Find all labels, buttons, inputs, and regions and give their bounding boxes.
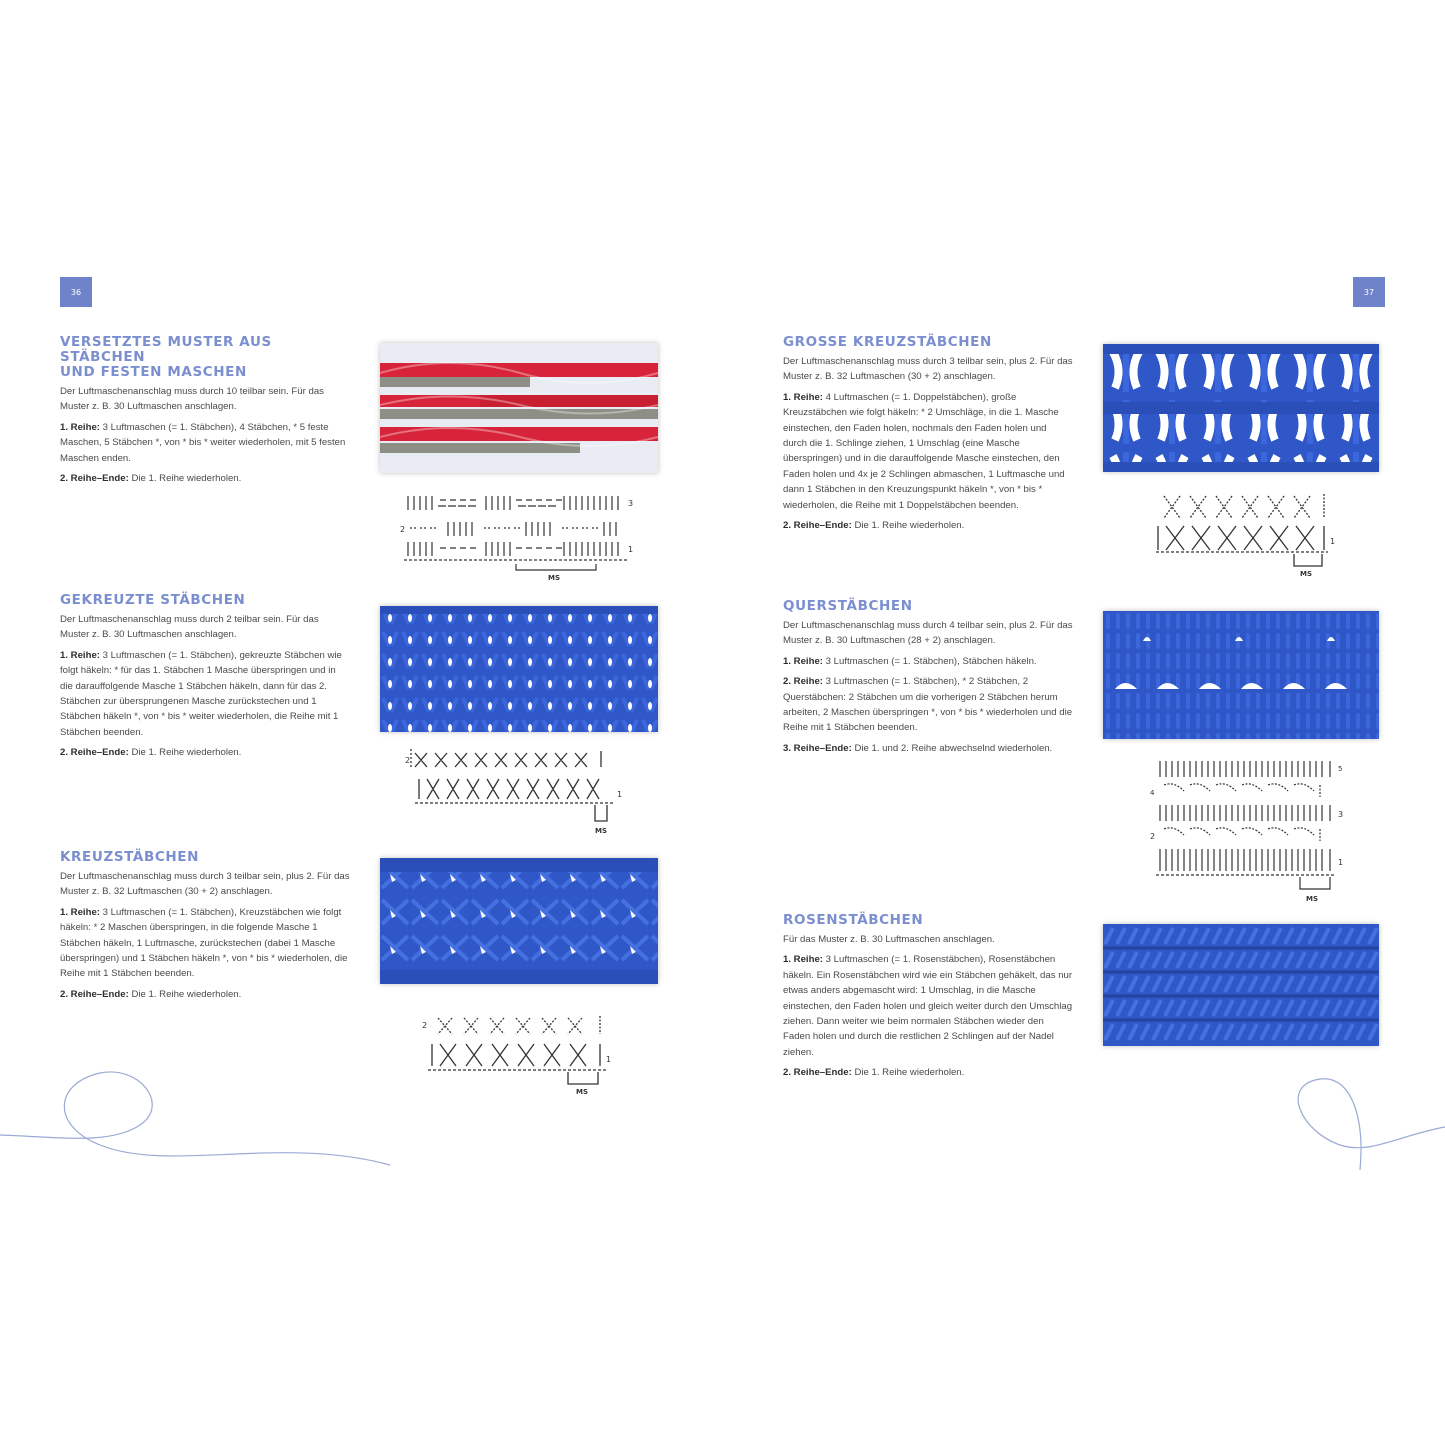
diagram-row: [408, 542, 618, 556]
section-gekreuzte-staebchen: [60, 593, 350, 766]
row-text: Die 1. und 2. Reihe abwechselnd wiederholen.: [851, 742, 1053, 754]
yarn-thread-decoration-right: [1280, 1065, 1445, 1175]
row-text: 4 Luftmaschen (= 1. Doppelstäbchen), große Kreuzstäbchen wie folgt häkeln: * 2 Umschläge, in die 1. Masche einstechen, den Faden holen, nochmals den Faden holen und durch die 1. Schlinge ziehen, 1 Umschlag (eine Masche überspringen) und in die darauffolgende Masche einstechen, den Faden holen und 4x je 2 Schlingen abmaschen, 1 Luftmasche und dann 1 Stäbchen in den Kreuzungspunkt häkeln *, von * bis * wiederholen, die Reihe mit 1 Doppelstäbchen beenden.: [783, 391, 1065, 511]
stitch-diagram-versetzt: [400, 490, 640, 585]
intro-text: Der Luftmaschenanschlag muss durch 4 teilbar sein, plus 2. Für das Muster z. B. 30 Luftmaschen (28 + 2) anschlagen.: [783, 620, 1073, 647]
swatch-photo-kreuz: [380, 858, 658, 984]
row-text: 3 Luftmaschen (= 1. Stäbchen), Stäbchen häkeln.: [823, 655, 1037, 667]
intro-text: Der Luftmaschenanschlag muss durch 3 teilbar sein, plus 2. Für das Muster z. B. 32 Luftmaschen (30 + 2) anschlagen.: [60, 871, 350, 898]
row-number-1: 1: [1330, 537, 1336, 546]
stitch-diagram-grosse-kreuz: [1150, 490, 1340, 580]
row-2-instruction: [60, 471, 350, 486]
row-number-2: 2: [400, 525, 406, 534]
row-text: Die 1. Reihe wiederholen.: [851, 520, 965, 532]
row-number-1: 1: [1338, 858, 1344, 867]
row-number-1: 1: [617, 790, 623, 799]
row-text: Die 1. Reihe wiederholen.: [128, 988, 242, 1000]
ms-label: MS: [595, 827, 608, 835]
row-number-1: 1: [606, 1055, 612, 1064]
row-1-instruction: [60, 420, 350, 466]
intro-text: Der Luftmaschenanschlag muss durch 2 teilbar sein. Für das Muster z. B. 30 Luftmaschen anschlagen.: [60, 614, 319, 641]
row-2-instruction: [783, 1065, 1073, 1080]
row-text: 3 Luftmaschen (= 1. Stäbchen), gekreuzte Stäbchen wie folgt häkeln: * für das 1. Stäbchen 1 Masche überspringen und in die darauffolgende Masche 1 Stäbchen häkeln, dann für das 2. Stäbchen zur übersprungenen Masche zurückstechen und 1 Stäbchen häkeln *, von * bis * weiter wiederholen, die Reihe mit 1 Stäbchen beenden.: [60, 649, 342, 738]
row-1-instruction: [60, 648, 350, 740]
row-label: 3. Reihe–Ende:: [783, 742, 852, 754]
row-label: 1. Reihe:: [783, 391, 823, 403]
row-1-instruction: [783, 654, 1073, 669]
diagram-row: [408, 496, 618, 510]
row-label: 2. Reihe–Ende:: [783, 1067, 852, 1079]
diagram-row-number: 4: [1150, 789, 1155, 797]
ms-label: MS: [548, 574, 561, 582]
section-title: KREUZSTÄBCHEN: [60, 849, 199, 865]
row-number-1: 1: [628, 545, 634, 554]
row-label: 2. Reihe–Ende:: [60, 747, 129, 759]
swatch-photo-grosse-kreuz: [1103, 344, 1379, 472]
row-label: 1. Reihe:: [60, 906, 100, 918]
row-label: 1. Reihe:: [60, 421, 100, 433]
row-label: 2. Reihe–Ende:: [60, 473, 129, 485]
page-number-right: 37: [1353, 277, 1385, 307]
stitch-diagram-quer: [1150, 755, 1350, 905]
swatch-photo-striped: [380, 343, 658, 473]
row-text: Die 1. Reihe wiederholen.: [851, 1067, 965, 1079]
section-title: QUERSTÄBCHEN: [783, 598, 913, 614]
row-text: 3 Luftmaschen (= 1. Rosenstäbchen), Rosenstäbchen häkeln. Ein Rosenstäbchen wird wie ein Stäbchen gehäkelt, das nur etwas anders abgemascht wird: 1 Umschlag, in die Masche einstechen, den Faden holen und gleich weiter durch den Umschlag ziehen. Dann weiter wie beim normalen Stäbchen wieder den Faden holen und durch die restlichen 2 Schlingen auf der Nadel ziehen.: [783, 954, 1073, 1058]
ms-label: MS: [576, 1088, 589, 1096]
row-number-2: 2: [405, 756, 411, 765]
intro-text: Der Luftmaschenanschlag muss durch 3 teilbar sein, plus 2. Für das Muster z. B. 32 Luftmaschen (30 + 2) anschlagen.: [783, 356, 1073, 383]
row-text: Die 1. Reihe wiederholen.: [128, 747, 242, 759]
section-title-line: VERSETZTES MUSTER AUS STÄBCHEN: [60, 334, 272, 365]
row-2-instruction: [783, 518, 1073, 533]
row-number-3: 3: [1338, 810, 1344, 819]
row-number-3: 3: [628, 499, 634, 508]
row-number-2: 2: [422, 1021, 428, 1030]
yarn-thread-decoration-left: [0, 1065, 400, 1175]
row-number-2: 2: [1150, 832, 1156, 841]
stitch-diagram-kreuz: [420, 1010, 620, 1100]
row-1-instruction: [783, 952, 1073, 1060]
row-label: 2. Reihe–Ende:: [783, 520, 852, 532]
row-2-instruction: [60, 987, 350, 1002]
row-label: 1. Reihe:: [783, 954, 823, 966]
diagram-row: [410, 522, 616, 536]
section-title: GEKREUZTE STÄBCHEN: [60, 592, 246, 608]
stitch-diagram-gekreuzt: [405, 745, 635, 840]
section-title: GROSSE KREUZSTÄBCHEN: [783, 334, 992, 350]
section-title: [60, 335, 350, 380]
intro-text: Der Luftmaschenanschlag muss durch 10 teilbar sein. Für das Muster z. B. 30 Luftmaschen anschlagen.: [60, 386, 324, 413]
row-label: 1. Reihe:: [783, 655, 823, 667]
row-text: 3 Luftmaschen (= 1. Stäbchen), 4 Stäbchen, * 5 feste Maschen, 5 Stäbchen *, von * bis * weiter wiederholen, mit 5 festen Maschen enden.: [60, 421, 346, 464]
intro-text: Für das Muster z. B. 30 Luftmaschen anschlagen.: [783, 934, 995, 945]
row-text: 3 Luftmaschen (= 1. Stäbchen), * 2 Stäbchen, 2 Querstäbchen: 2 Stäbchen um die vorherigen 2 Stäbchen herum arbeiten, 2 Maschen überspringen *, von * bis * wiederholen und die Reihe mit 1 Stäbchen beenden.: [783, 676, 1073, 734]
row-label: 1. Reihe:: [60, 649, 100, 661]
ms-label: MS: [1306, 895, 1319, 903]
row-label: 2. Reihe:: [783, 676, 823, 688]
row-text: Die 1. Reihe wiederholen.: [128, 473, 242, 485]
section-versetztes-muster: [60, 335, 350, 491]
section-title-line: UND FESTEN MASCHEN: [60, 364, 247, 380]
row-label: 2. Reihe–Ende:: [60, 988, 129, 1000]
page-number-left: 36: [60, 277, 92, 307]
row-text: 3 Luftmaschen (= 1. Stäbchen), Kreuzstäbchen wie folgt häkeln: * 2 Maschen überspringen, in die folgende Masche 1 Stäbchen häkeln, 1 Luftmasche, zurückstechen (dabei 1 Masche überspringen) und 1 Stäbchen häkeln *, von * bis * wiederholen, die Reihe mit 1 Stäbchen beenden.: [60, 906, 348, 980]
row-1-instruction: [60, 905, 350, 982]
swatch-photo-rosen: [1103, 924, 1379, 1046]
section-rosenstaebchen: [783, 913, 1073, 1086]
row-2-instruction: [783, 674, 1073, 736]
section-querstaebchen: [783, 599, 1073, 761]
section-grosse-kreuzstaebchen: [783, 335, 1073, 538]
ms-label: MS: [1300, 570, 1313, 578]
row-3-instruction: [783, 741, 1073, 756]
diagram-row-number: 5: [1338, 765, 1343, 773]
section-title: ROSENSTÄBCHEN: [783, 912, 924, 928]
section-kreuzstaebchen: [60, 850, 350, 1007]
row-2-instruction: [60, 745, 350, 760]
row-1-instruction: [783, 390, 1073, 513]
swatch-photo-gekreuzt: [380, 606, 658, 732]
swatch-photo-quer: [1103, 611, 1379, 739]
